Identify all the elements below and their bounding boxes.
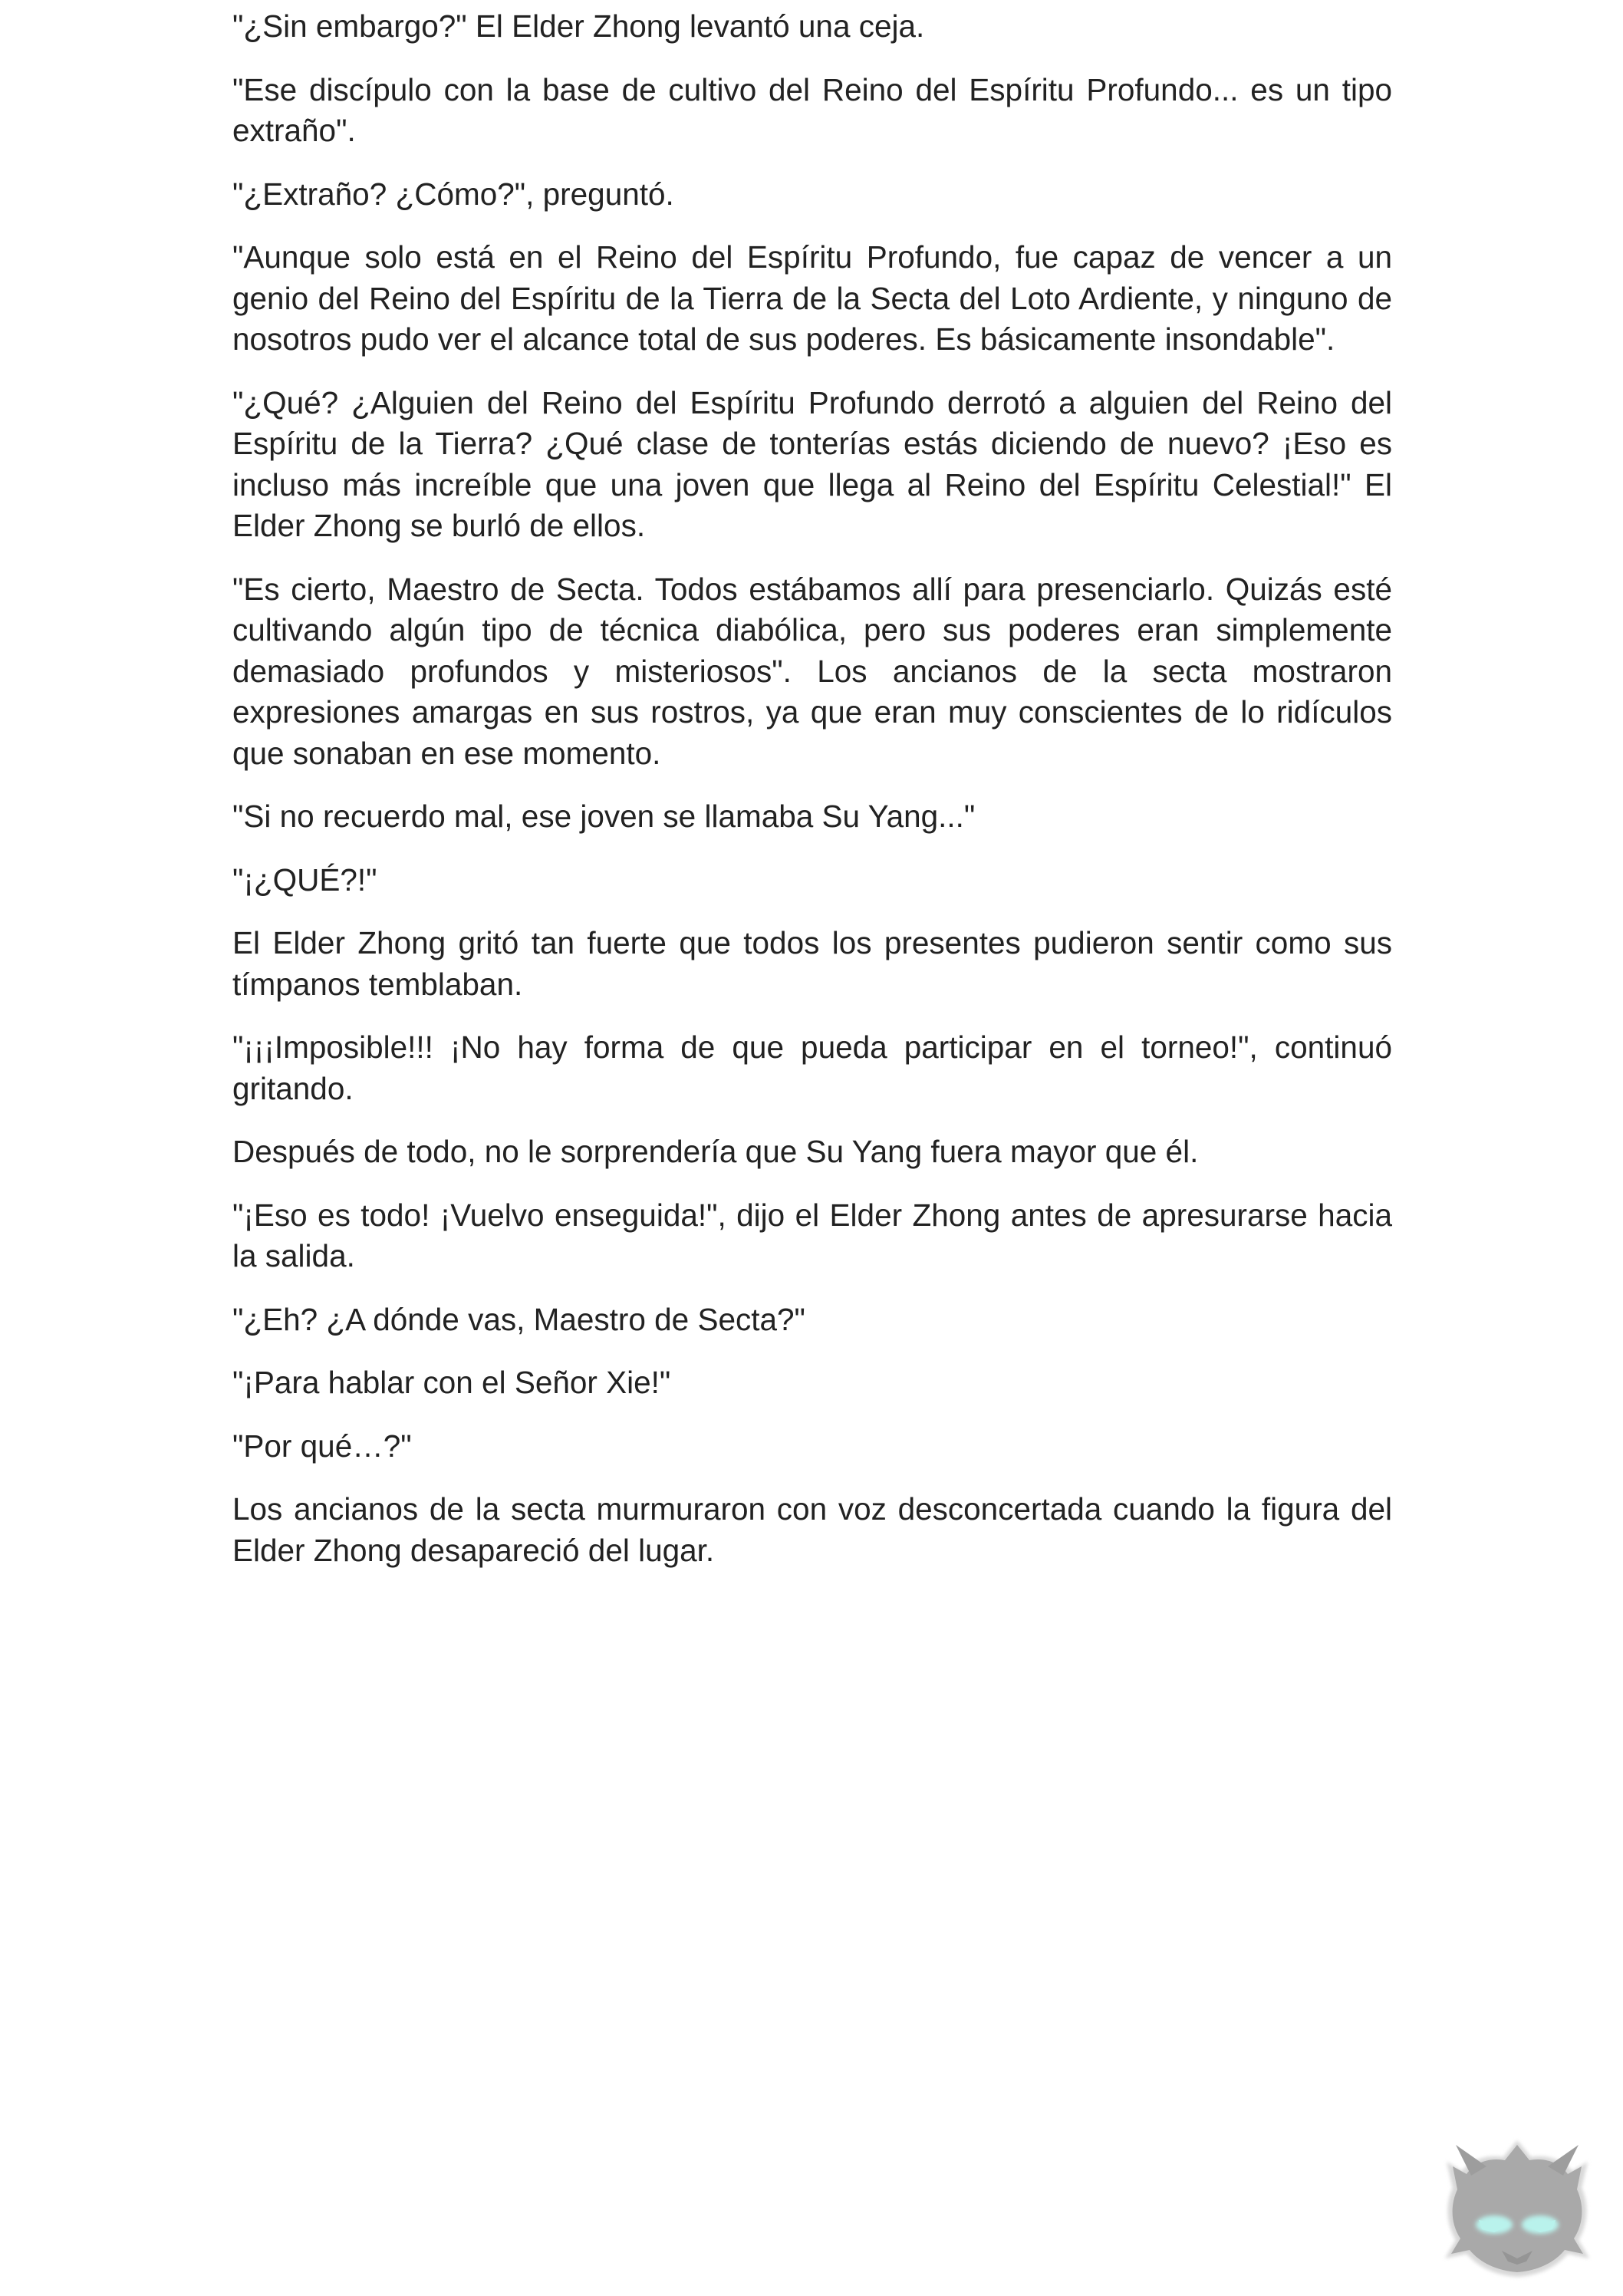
paragraph: "¡Eso es todo! ¡Vuelvo enseguida!", dijo el Elder Zhong antes de apresurarse hacia la salida. xyxy=(232,1197,1392,1273)
paragraph: El Elder Zhong gritó tan fuerte que todos los presentes pudieron sentir como sus tímpanos temblaban. xyxy=(232,925,1392,1002)
demon-head-icon xyxy=(1440,2131,1594,2281)
paragraph: "¡¿QUÉ?!" xyxy=(232,861,377,898)
paragraph: "Es cierto, Maestro de Secta. Todos estábamos allí para presenciarlo. Quizás esté cultivando algún tipo de técnica diabólica, pero sus poderes eran simplemente demasiado profundos y misteriosos". Los ancianos de la secta mostraron expresiones amargas en sus rostros, ya que eran muy conscientes de lo ridículos que sonaban en ese momento. xyxy=(232,571,1392,771)
paragraph: Después de todo, no le sorprendería que Su Yang fuera mayor que él. xyxy=(232,1134,1199,1169)
paragraph: "Si no recuerdo mal, ese joven se llamaba Su Yang..." xyxy=(232,799,976,834)
document-body xyxy=(232,6,1392,1593)
paragraph: "¿Eh? ¿A dónde vas, Maestro de Secta?" xyxy=(232,1301,805,1337)
paragraph: "¡Para hablar con el Señor Xie!" xyxy=(232,1365,671,1400)
paragraph: "Por qué…?" xyxy=(232,1428,412,1464)
paragraph: Los ancianos de la secta murmuraron con voz desconcertada cuando la figura del Elder Zhong desapareció del lugar. xyxy=(232,1491,1392,1568)
paragraph: "¡¡¡Imposible!!! ¡No hay forma de que pueda participar en el torneo!", continuó gritando. xyxy=(232,1029,1392,1106)
paragraph: "¿Sin embargo?" El Elder Zhong levantó una ceja. xyxy=(232,8,925,44)
paragraph: "Ese discípulo con la base de cultivo del Reino del Espíritu Profundo... es un tipo extraño". xyxy=(232,71,1392,148)
paragraph: "Aunque solo está en el Reino del Espíritu Profundo, fue capaz de vencer a un genio del Reino del Espíritu de la Tierra de la Secta del Loto Ardiente, y ninguno de nosotros pudo ver el alcance total de sus poderes. Es básicamente insondable". xyxy=(232,239,1392,357)
paragraph: "¿Extraño? ¿Cómo?", preguntó. xyxy=(232,176,674,212)
paragraph: "¿Qué? ¿Alguien del Reino del Espíritu Profundo derrotó a alguien del Reino del Espíritu de la Tierra? ¿Qué clase de tonterías estás diciendo de nuevo? ¡Eso es incluso más increíble que una joven que llega al Reino del Espíritu Celestial!" El Elder Zhong se burló de ellos. xyxy=(232,384,1392,543)
